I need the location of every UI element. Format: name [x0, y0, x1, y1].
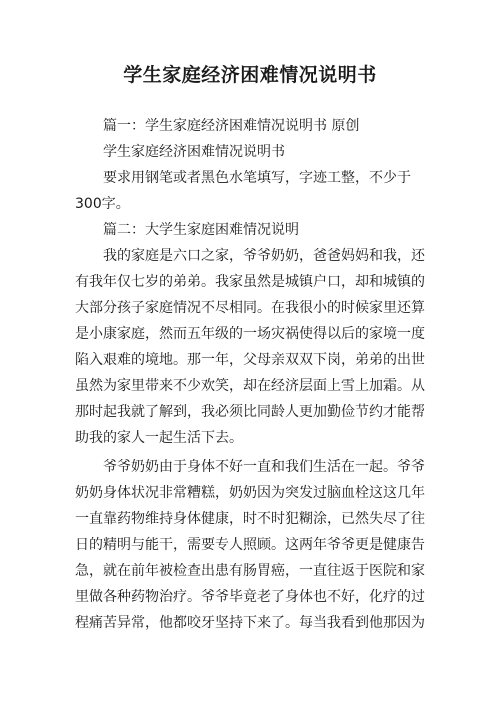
text-line: 篇二：大学生家庭困难情况说明 [103, 222, 299, 238]
document-title: 学生家庭经济困难情况说明书 [123, 64, 377, 86]
text-line: 有我年仅七岁的弟弟。我家虽然是城镇户口，却和城镇的 [75, 274, 425, 290]
text-line: 里做各种药物治疗。爷爷毕竟老了身体也不好，化疗的过 [75, 589, 425, 605]
text-line: 程痛苦异常，他都咬牙坚持下来了。每当我看到他那因为 [75, 615, 425, 631]
text-line: 助我的家人一起生活下去。 [75, 430, 243, 446]
text-line: 爷爷奶奶由于身体不好一直和我们生活在一起。爷爷 [103, 459, 425, 475]
text-line: 篇一：学生家庭经济困难情况说明书 原创 [103, 118, 360, 134]
text-line: 我的家庭是六口之家，爷爷奶奶，爸爸妈妈和我，还 [103, 248, 425, 264]
text-line: 是小康家庭，然而五年级的一场灾祸使得以后的家境一度 [75, 326, 425, 342]
text-line: 奶奶身体状况非常糟糕，奶奶因为突发过脑血栓这这几年 [75, 485, 425, 501]
text-line: 那时起我就了解到，我必须比同龄人更加勤俭节约才能帮 [75, 404, 425, 420]
text-line: 300字。 [75, 196, 130, 212]
text-line: 急，就在前年被检查出患有肠胃癌，一直往返于医院和家 [75, 563, 425, 579]
text-line: 陷入艰难的境地。那一年，父母亲双双下岗，弟弟的出世 [75, 352, 425, 368]
text-line: 要求用钢笔或者黑色水笔填写，字迹工整，不少于 [103, 170, 411, 186]
text-line: 大部分孩子家庭情况不尽相同。在我很小的时候家里还算 [75, 300, 425, 316]
text-line: 学生家庭经济困难情况说明书 [103, 144, 285, 160]
text-line: 虽然为家里带来不少欢笑，却在经济层面上雪上加霜。从 [75, 378, 425, 394]
text-line: 一直靠药物维持身体健康，时不时犯糊涂，已然失尽了往 [75, 511, 425, 527]
text-line: 日的精明与能干，需要专人照顾。这两年爷爷更是健康告 [75, 537, 425, 553]
